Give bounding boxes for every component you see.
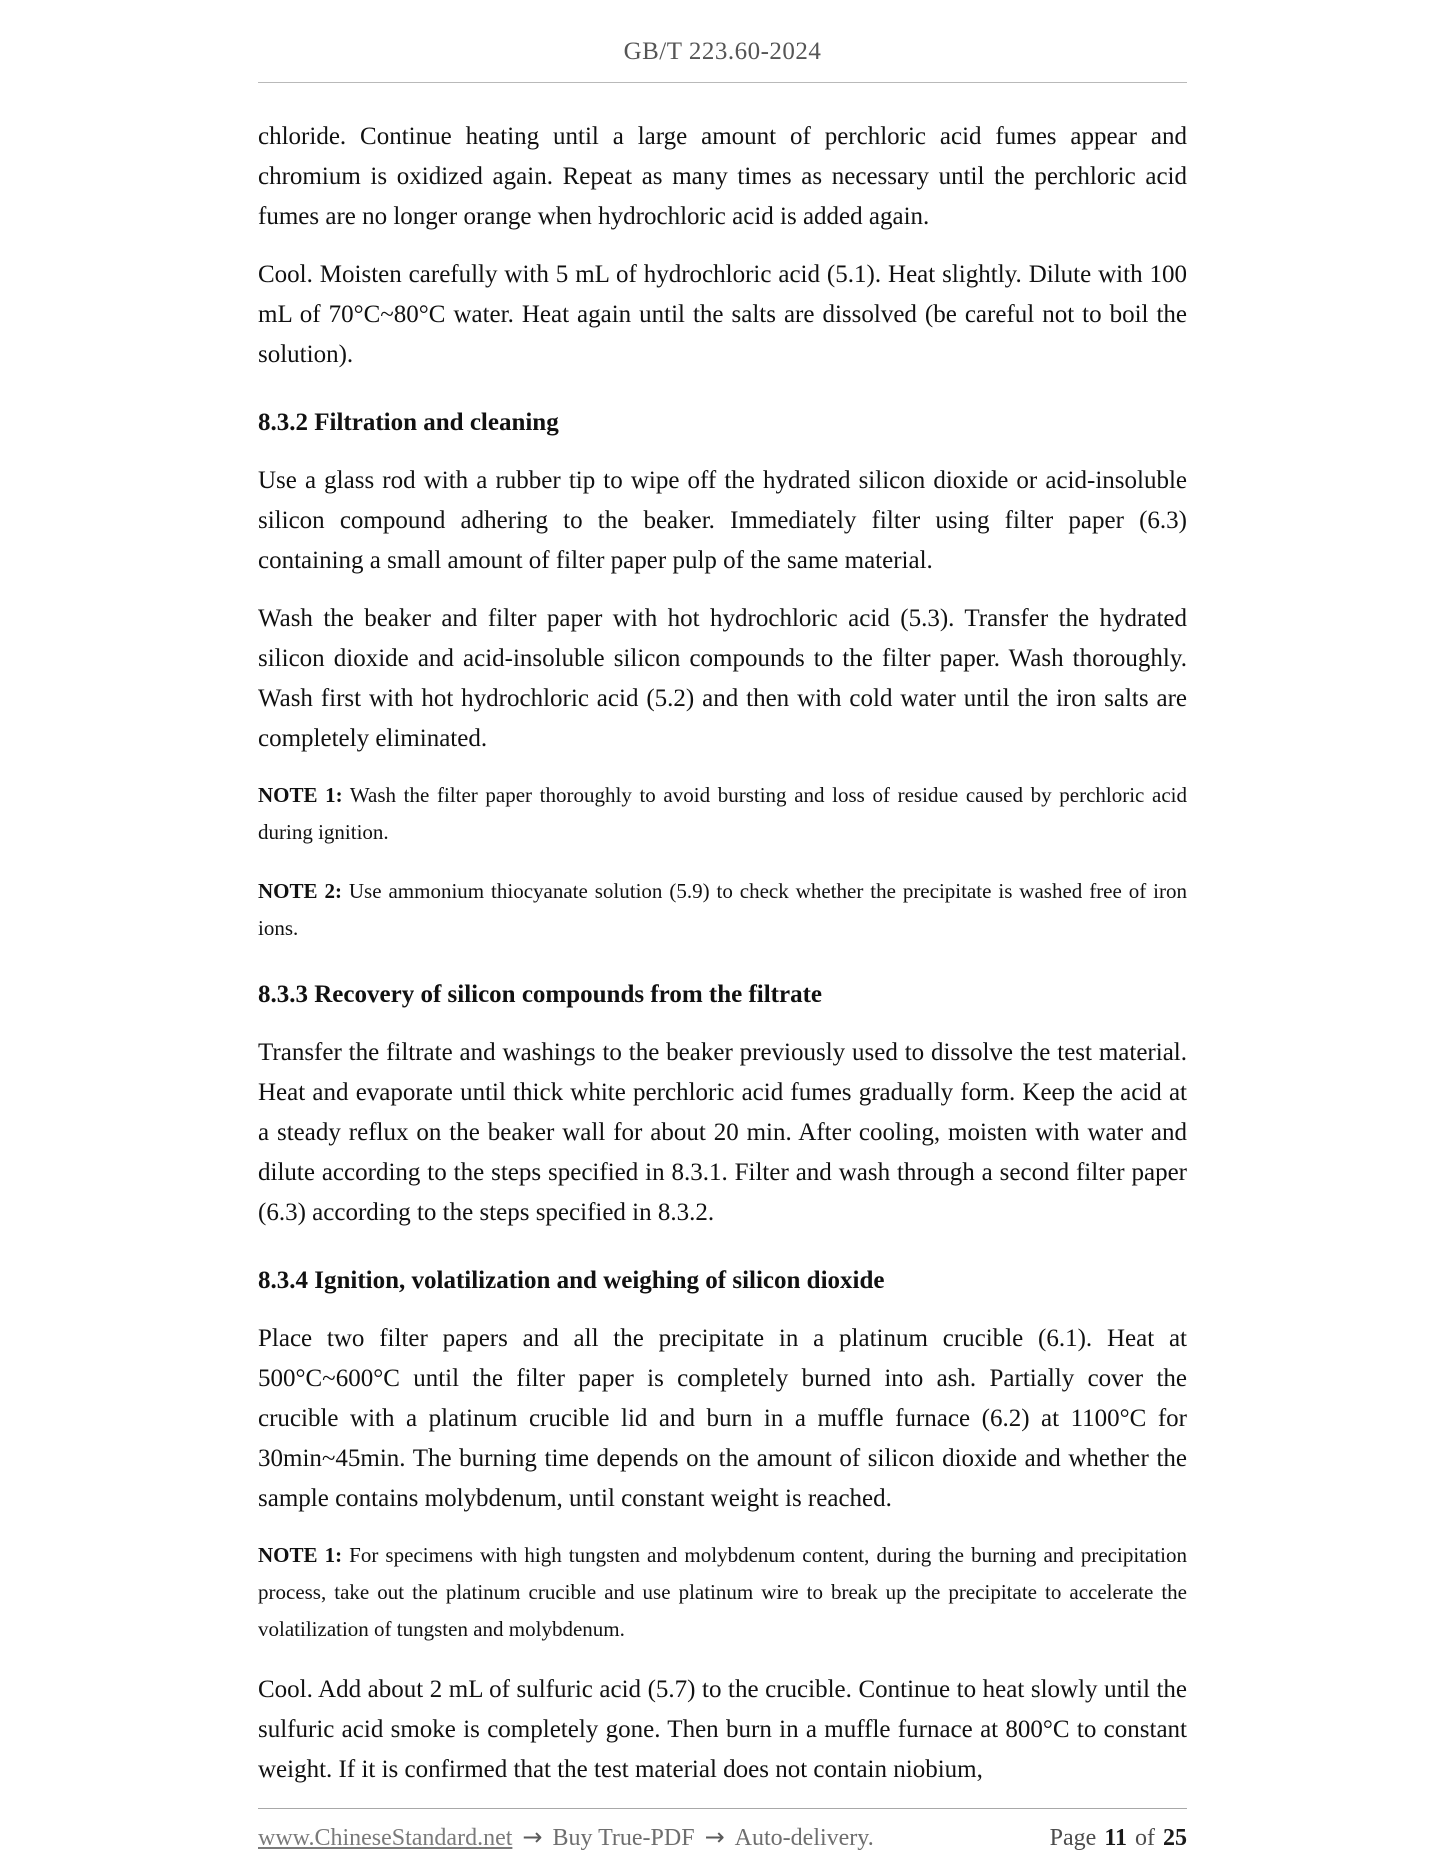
buy-true-pdf-label: Buy True-PDF <box>552 1825 695 1851</box>
note-text: Use ammonium thiocyanate solution (5.9) to check whether the precipitate is washed free of iron ions. <box>258 879 1188 940</box>
note <box>258 777 1187 851</box>
section-heading-8-3-4: 8.3.4 Ignition, volatilization and weighing of silicon dioxide <box>258 1267 885 1294</box>
footer-row <box>258 1823 1187 1852</box>
paragraph: chloride. Continue heating until a large amount of perchloric acid fumes appear and chromium is oxidized again. Repeat as many times as necessary until the perchloric acid fumes are no longer orange when hydrochloric acid is added again. <box>258 123 1187 230</box>
arrow-icon: → <box>704 1823 725 1851</box>
page-indicator <box>1050 1825 1187 1852</box>
note-label: NOTE 2: <box>258 879 342 903</box>
note-label: NOTE 1: <box>258 1543 343 1567</box>
paragraph: Place two filter papers and all the precipitate in a platinum crucible (6.1). Heat at 500°C~600°C until the filter paper is completely burned into ash. Partially cover the crucible with a platinum crucible lid and burn in a muffle furnace (6.2) at 1100°C for 30min~45min. The burning time depends on the amount of silicon dioxide and whether the sample contains molybdenum, until constant weight is reached. <box>258 1325 1187 1512</box>
section-heading-8-3-2: 8.3.2 Filtration and cleaning <box>258 409 559 436</box>
page-label: Page <box>1049 1825 1097 1851</box>
page-footer <box>258 1808 1187 1870</box>
footer-divider <box>258 1808 1187 1809</box>
footer-left <box>258 1823 874 1852</box>
paragraph: Cool. Moisten carefully with 5 mL of hydrochloric acid (5.1). Heat slightly. Dilute with 100 mL of 70°C~80°C water. Heat again until the salts are dissolved (be careful not to boil the solution). <box>258 261 1187 368</box>
section-heading-8-3-3: 8.3.3 Recovery of silicon compounds from the filtrate <box>258 981 823 1008</box>
document-body <box>258 117 1187 1808</box>
paragraph: Transfer the filtrate and washings to the beaker previously used to dissolve the test material. Heat and evaporate until thick white perchloric acid fumes gradually form. Keep the acid at a steady reflux on the beaker wall for about 20 min. After cooling, moisten with water and dilute according to the steps specified in 8.3.1. Filter and wash through a second filter paper (6.3) according to the steps specified in 8.3.2. <box>258 1039 1187 1226</box>
header-divider <box>258 82 1187 83</box>
paragraph: Wash the beaker and filter paper with hot hydrochloric acid (5.3). Transfer the hydrated silicon dioxide and acid-insoluble silicon compounds to the filter paper. Wash thoroughly. Wash first with hot hydrochloric acid (5.2) and then with cold water until the iron salts are completely eliminated. <box>258 605 1187 752</box>
of-label: of <box>1135 1825 1155 1851</box>
current-page-number: 11 <box>1104 1825 1127 1851</box>
auto-delivery-label: Auto-delivery. <box>734 1825 874 1851</box>
note-label: NOTE 1: <box>258 783 343 807</box>
arrow-icon: → <box>522 1823 543 1851</box>
page-header <box>258 38 1187 117</box>
document-number: GB/T 223.60-2024 <box>623 38 822 65</box>
paragraph: Cool. Add about 2 mL of sulfuric acid (5.7) to the crucible. Continue to heat slowly until the sulfuric acid smoke is completely gone. Then burn in a muffle furnace at 800°C to constant weight. If it is confirmed that the test material does not contain niobium, <box>258 1676 1187 1783</box>
site-link[interactable]: www.ChineseStandard.net <box>258 1825 513 1851</box>
note-text: For specimens with high tungsten and molybdenum content, during the burning and precipitation process, take out the platinum crucible and use platinum wire to break up the precipitate to accelerate the volatilization of tungsten and molybdenum. <box>258 1543 1188 1641</box>
total-page-number: 25 <box>1163 1825 1187 1851</box>
note-text: Wash the filter paper thoroughly to avoid bursting and loss of residue caused by perchloric acid during ignition. <box>258 783 1187 844</box>
note <box>258 1537 1187 1648</box>
note <box>258 873 1187 947</box>
paragraph: Use a glass rod with a rubber tip to wipe off the hydrated silicon dioxide or acid-insoluble silicon compound adhering to the beaker. Immediately filter using filter paper (6.3) containing a small amount of filter paper pulp of the same material. <box>258 467 1187 574</box>
